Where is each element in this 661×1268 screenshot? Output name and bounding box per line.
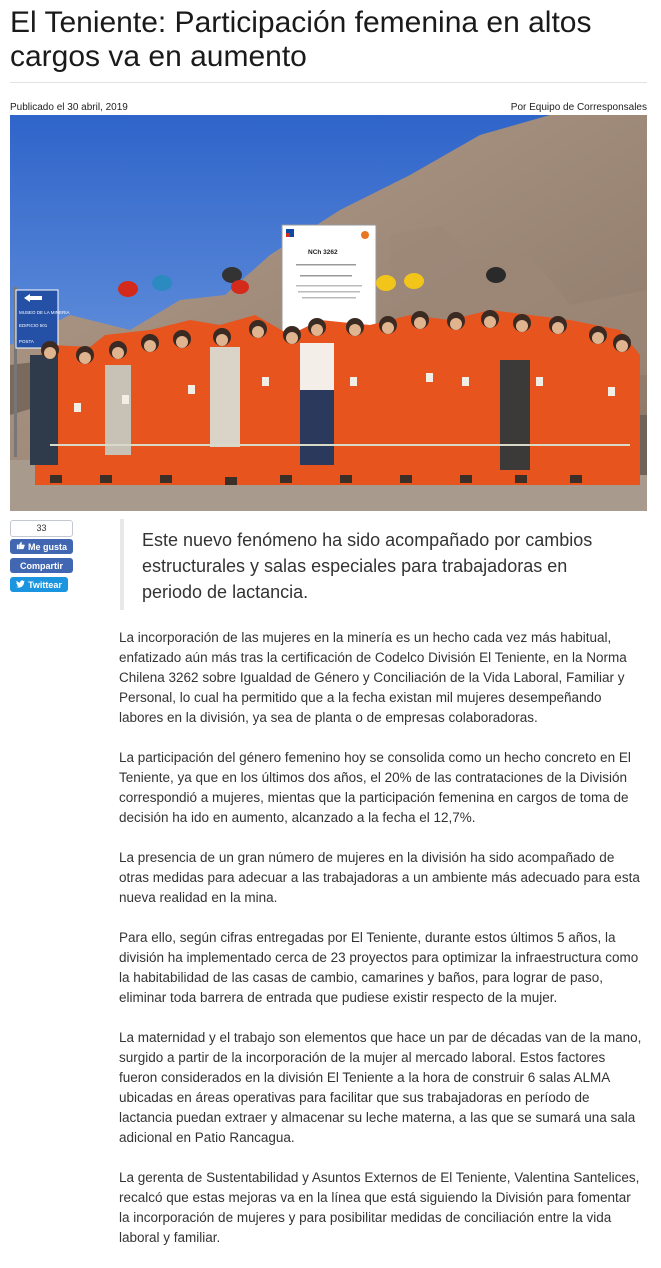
author-byline[interactable]: Por Equipo de Corresponsales: [510, 102, 647, 113]
like-button-label: Me gusta: [27, 541, 67, 552]
social-share-bar: [10, 520, 73, 596]
publish-date: Publicado el 30 abril, 2019: [10, 102, 128, 113]
sign-museum-text: MUSEO DE LA MINERIA: [19, 310, 70, 315]
share-button-label: Compartir: [19, 560, 63, 571]
paragraph: La participación del género femenino hoy se consolida como un hecho concreto en El Teniente, ya que en los últimos dos años, el 20% de las contrataciones de la División correspondió a mujeres, mientas que la participación femenina en cargos de toma de decisión ha ido en aumento, alcanzado a la fecha el 12,7%.: [119, 750, 631, 825]
article-photo: [10, 115, 647, 511]
pull-quote: Este nuevo fenómeno ha sido acompañado por cambios estructurales y salas especiales para trabajadoras en periodo de lactancia.: [120, 519, 620, 610]
facebook-share-button[interactable]: [10, 558, 73, 573]
sign-building-text: EDIFICIO 501: [19, 323, 48, 328]
twitter-tweet-button[interactable]: [10, 577, 68, 592]
certificate-title: NCh 3262: [308, 249, 338, 256]
paragraph: La presencia de un gran número de mujeres en la división ha sido acompañado de otras medidas para adecuar a las trabajadoras a un ambiente más adecuado para esta nueva realidad en la mina.: [119, 850, 640, 905]
paragraph: La gerenta de Sustentabilidad y Asuntos Externos de El Teniente, Valentina Santelices, recalcó que estas mejoras va en la línea que está siguiendo la División para fomentar la incorporación de mujeres y para posibilitar medidas de conciliación entre la vida laboral y familiar.: [119, 1170, 640, 1245]
article-body: [119, 628, 644, 1268]
title-divider: [10, 82, 647, 83]
twitter-bird-icon: [16, 580, 25, 590]
thumbs-up-icon: [16, 541, 25, 552]
tweet-button-label: Twittear: [28, 579, 62, 590]
like-count: 33: [10, 520, 73, 537]
paragraph: La maternidad y el trabajo son elementos que hace un par de décadas van de la mano, surgido a partir de la incorporación de la mujer al mercado laboral. Estos factores fueron considerados en la división El Teniente a la hora de construir 6 salas ALMA ubicadas en áreas operativas para facilitar que sus trabajadoras en período de lactancia puedan extraer y almacenar su leche materna, a las que se sumará una sala adicional en Patio Rancagua.: [119, 1030, 642, 1145]
paragraph: La incorporación de las mujeres en la minería es un hecho cada vez más habitual, enfatizado aún más tras la certificación de Codelco División El Teniente, en la Norma Chilena 3262 sobre Igualdad de Género y Conciliación de la Vida Laboral, Familiar y Personal, lo cual ha permitido que a la fecha existan mil mujeres desempeñando labores en la división, ya sea de planta o de empresas colaboradoras.: [119, 630, 627, 725]
sign-post-text: POSTA: [19, 339, 34, 344]
paragraph: Para ello, según cifras entregadas por El Teniente, durante estos últimos 5 años, la división ha implementado cerca de 23 proyectos para optimizar la infraestructura como la habitabilidad de las casas de cambio, camarines y baños, para lograr de paso, eliminar toda barrera de entrada que pudiese existir respecto de la mujer.: [119, 930, 639, 1005]
article-title: El Teniente: Participación femenina en altos cargos va en aumento: [10, 6, 592, 73]
facebook-like-button[interactable]: [10, 539, 73, 554]
